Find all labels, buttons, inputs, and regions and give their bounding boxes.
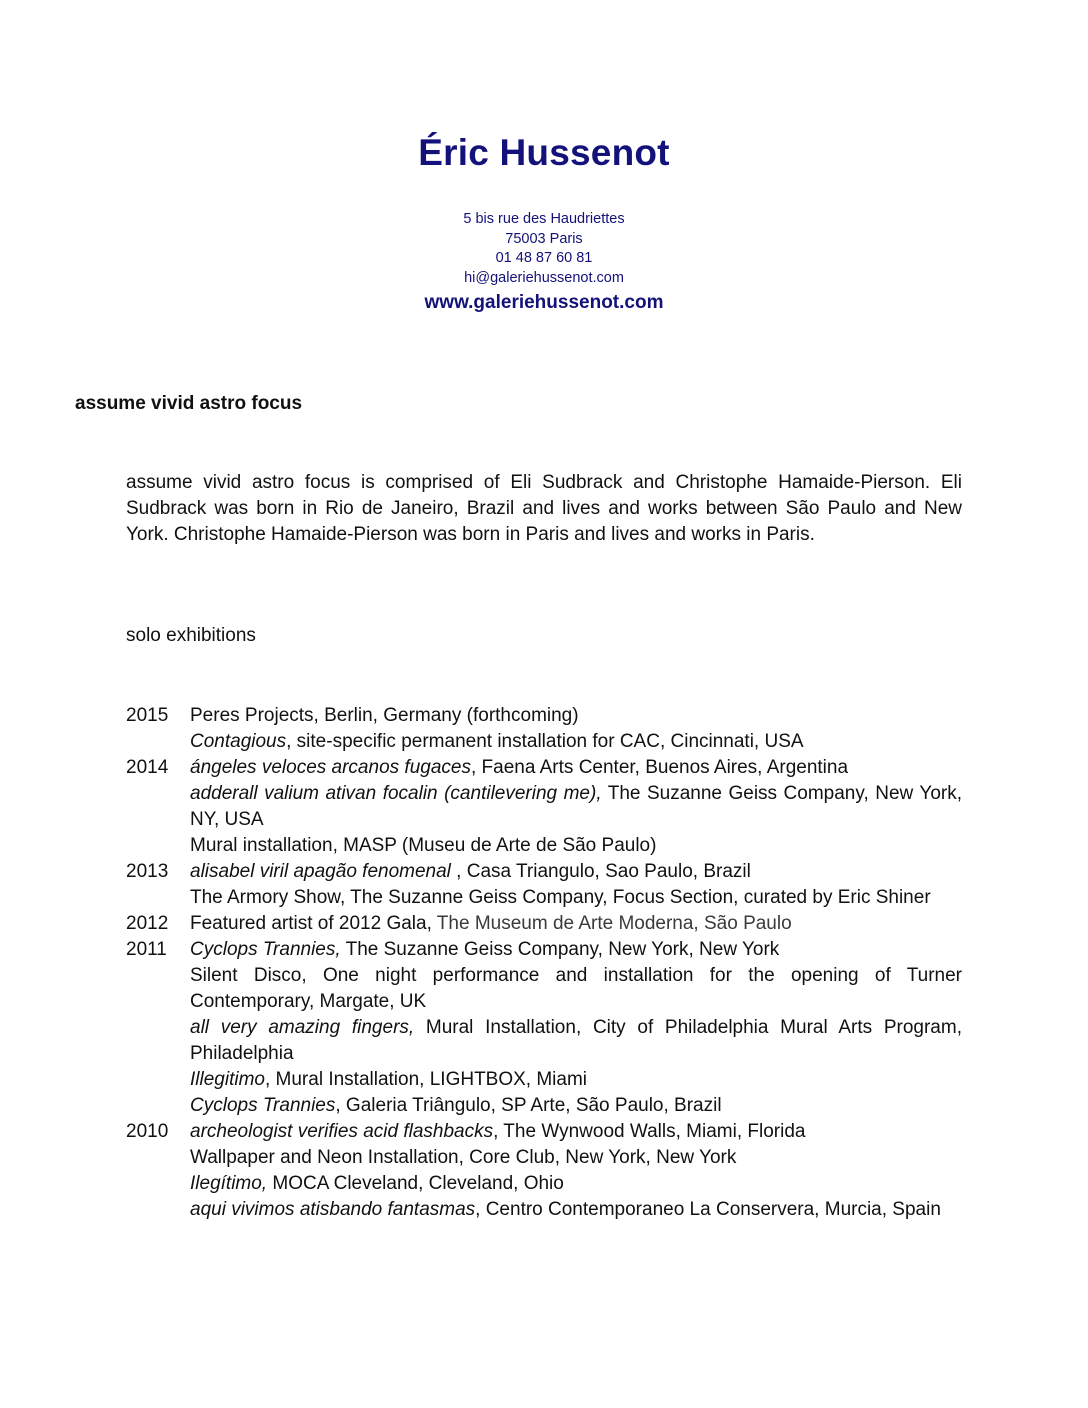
exhibition-entry: [190, 1015, 962, 1067]
exhibition-entry: [190, 755, 962, 781]
exhibition-entry: [190, 1197, 962, 1223]
exhibition-details: , Faena Arts Center, Buenos Aires, Argentina: [470, 757, 849, 778]
exhibition-details: , The Wynwood Walls, Miami, Florida: [493, 1121, 806, 1142]
exhibition-title: ángeles veloces arcanos fugaces: [190, 757, 471, 778]
exhibition-details: Peres Projects, Berlin, Germany (forthcoming): [190, 705, 579, 726]
year-entries: [190, 755, 962, 859]
exhibition-details: Mural Installation, City of Philadelphia Mural Arts Program, Philadelphia: [190, 1017, 962, 1064]
exhibition-entry: [190, 1171, 962, 1197]
artist-name: assume vivid astro focus: [75, 393, 303, 414]
exhibition-entry: [190, 729, 962, 755]
year-entries: [190, 1119, 962, 1223]
exhibition-title: Cyclops Trannies: [190, 1095, 336, 1116]
exhibition-entry: [190, 1067, 962, 1093]
exhibition-entry: [190, 781, 962, 833]
exhibition-entry: [190, 833, 962, 859]
exhibition-title: archeologist verifies acid flashbacks: [190, 1121, 494, 1142]
exhibition-details: Mural installation, MASP (Museu de Arte de São Paulo): [190, 835, 657, 856]
exhibition-entry: [190, 963, 962, 1015]
exhibition-title: alisabel viril apagão fenomenal: [190, 861, 451, 882]
exhibition-details: Wallpaper and Neon Installation, Core Club, New York, New York: [190, 1147, 737, 1168]
exhibition-details: , Mural Installation, LIGHTBOX, Miami: [264, 1069, 588, 1090]
year-group: [126, 703, 962, 755]
exhibition-details: Featured artist of 2012 Gala,: [190, 913, 437, 934]
year-group: [126, 937, 962, 1119]
gallery-header: [0, 130, 1088, 316]
contact-block: [0, 210, 1088, 288]
year-group: [126, 755, 962, 859]
gallery-name: Éric Hussenot: [418, 132, 670, 173]
exhibition-title: Contagious: [190, 731, 287, 752]
year-entries: [190, 937, 962, 1119]
exhibition-details: MOCA Cleveland, Cleveland, Ohio: [267, 1173, 564, 1194]
exhibition-year: 2015: [126, 705, 169, 726]
year-group: [126, 911, 962, 937]
exhibition-entry: [190, 937, 962, 963]
exhibition-entry: [190, 859, 962, 885]
exhibition-title: aqui vivimos atisbando fantasmas: [190, 1199, 476, 1220]
email-address[interactable]: hi@galeriehussenot.com: [464, 269, 624, 286]
exhibition-venue: The Museum de Arte Moderna, São Paulo: [436, 913, 792, 934]
year-entries: [190, 703, 962, 755]
section-title-solo-exhibitions: solo exhibitions: [126, 625, 256, 646]
exhibition-title: Cyclops Trannies,: [190, 939, 341, 960]
exhibition-entry: [190, 1145, 962, 1171]
exhibition-year: 2011: [126, 939, 167, 960]
artist-bio: assume vivid astro focus is comprised of Eli Sudbrack and Christophe Hamaide-Pierson. Eli Sudbrack was born in Rio de Janeiro, Brazil and lives and works between São Paulo and New York. Christophe Hamaide-Pierson was born in Paris and lives and works in Paris.: [126, 472, 962, 545]
exhibition-list: [126, 703, 962, 1223]
address-line-1: 5 bis rue des Haudriettes: [463, 211, 625, 227]
exhibition-entry: [190, 1093, 962, 1119]
exhibition-year: 2012: [126, 913, 169, 934]
year-group: [126, 1119, 962, 1223]
exhibition-details: The Suzanne Geiss Company, New York, New York: [340, 939, 780, 960]
address-line-2: 75003 Paris: [505, 230, 583, 247]
exhibition-details: The Armory Show, The Suzanne Geiss Company, Focus Section, curated by Eric Shiner: [190, 887, 931, 908]
exhibition-year: 2013: [126, 861, 169, 882]
year-entries: [190, 911, 962, 937]
exhibition-entry: [190, 885, 962, 911]
exhibition-details: The Suzanne Geiss Company, New York, NY, USA: [190, 783, 962, 830]
exhibition-entry: [190, 703, 962, 729]
phone-number: 01 48 87 60 81: [495, 250, 593, 266]
year-group: [126, 859, 962, 911]
exhibition-entry: [190, 1119, 962, 1145]
website-link[interactable]: www.galeriehussenot.com: [424, 292, 664, 313]
exhibition-details: , Centro Contemporaneo La Conservera, Murcia, Spain: [475, 1199, 941, 1220]
exhibition-title: Illegitimo: [190, 1069, 265, 1090]
exhibition-title: adderall valium ativan focalin (cantilevering me),: [190, 783, 602, 804]
exhibition-title: all very amazing fingers,: [190, 1017, 415, 1038]
year-entries: [190, 859, 962, 911]
exhibition-title: Ilegítimo,: [190, 1173, 268, 1194]
exhibition-details: , Casa Triangulo, Sao Paulo, Brazil: [450, 861, 751, 882]
exhibition-details: , Galeria Triângulo, SP Arte, São Paulo, Brazil: [335, 1095, 722, 1116]
exhibition-details: , site-specific permanent installation for CAC, Cincinnati, USA: [286, 731, 804, 752]
exhibition-details: Silent Disco, One night performance and installation for the opening of Turner Contemporary, Margate, UK: [190, 965, 962, 1012]
exhibition-year: 2014: [126, 757, 169, 778]
exhibition-entry: [190, 911, 962, 937]
exhibition-year: 2010: [126, 1121, 169, 1142]
